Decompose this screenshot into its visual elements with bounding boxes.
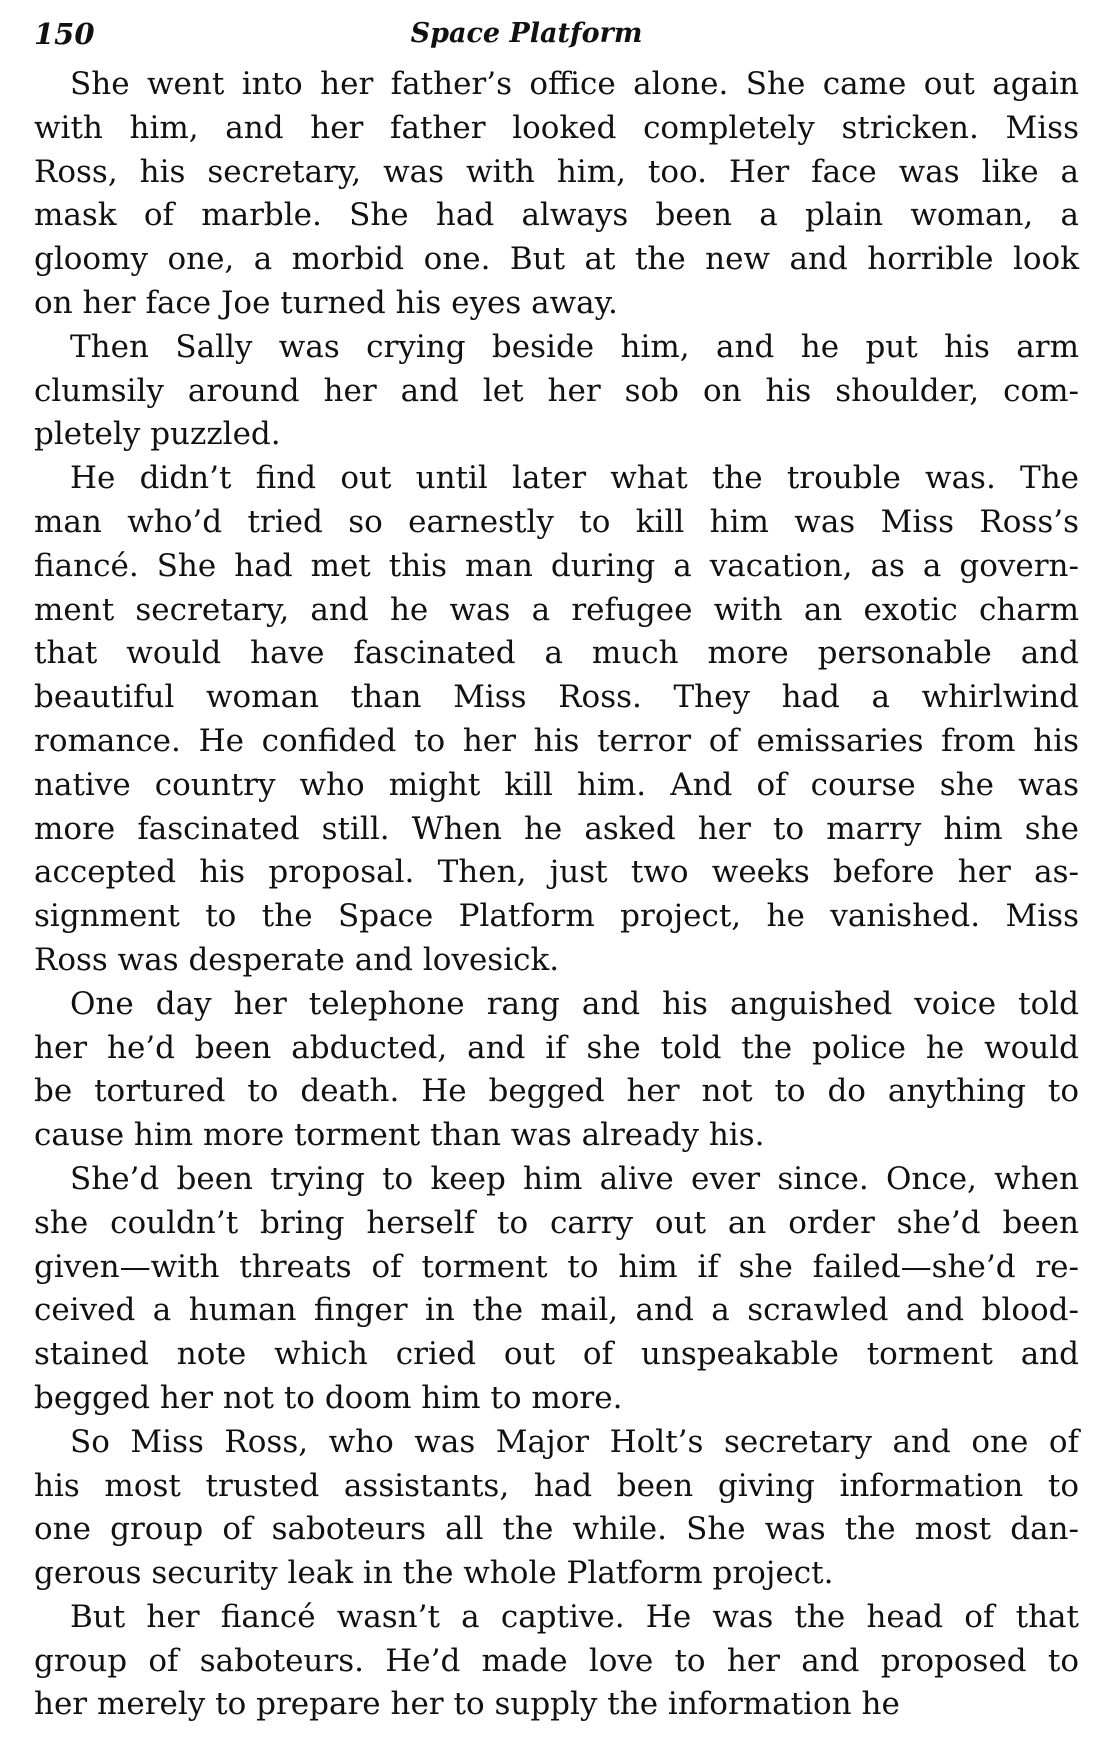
text-line: that would have fascinated a much more personable and xyxy=(34,635,1079,672)
text-line: She went into her father’s office alone. She came out again xyxy=(70,66,1079,102)
text-line: One day her telephone rang and his anguished voice told xyxy=(70,985,1079,1022)
running-head xyxy=(34,14,1079,54)
paragraph xyxy=(34,983,1079,1158)
text-line: ment secretary, and he was a refugee with an exotic charm xyxy=(34,591,1079,628)
paragraph xyxy=(34,1596,1079,1727)
text-line: She’d been trying to keep him alive ever since. Once, when xyxy=(70,1160,1079,1197)
text-line: Ross, his secretary, was with him, too. Her face was like a xyxy=(34,153,1079,190)
text-line: man who’d tried so earnestly to kill him was Miss Ross’s xyxy=(34,503,1079,540)
text-line: one group of saboteurs all the while. She was the most dan- xyxy=(34,1511,1079,1548)
text-line: given—with threats of torment to him if she failed—she’d re- xyxy=(34,1248,1079,1285)
text-line: group of saboteurs. He’d made love to her and proposed to xyxy=(34,1642,1079,1679)
paragraph xyxy=(34,1421,1079,1596)
text-line: ceived a human finger in the mail, and a scrawled and blood- xyxy=(34,1292,1079,1329)
text-line: on her face Joe turned his eyes away. xyxy=(34,284,618,321)
text-line: her merely to prepare her to supply the information he xyxy=(34,1686,900,1723)
text-line: clumsily around her and let her sob on his shoulder, com- xyxy=(34,372,1079,409)
page-number: 150 xyxy=(34,17,95,51)
paragraph xyxy=(34,63,1079,326)
text-line: his most trusted assistants, had been giving information to xyxy=(34,1467,1079,1504)
text-line: mask of marble. She had always been a plain woman, a xyxy=(34,197,1079,234)
text-line: accepted his proposal. Then, just two weeks before her as- xyxy=(34,854,1079,891)
text-line: she couldn’t bring herself to carry out an order she’d been xyxy=(34,1204,1079,1241)
running-title: Space Platform xyxy=(410,18,643,49)
text-line: gloomy one, a morbid one. But at the new and horrible look xyxy=(34,241,1079,278)
text-line: romance. He confided to her his terror of emissaries from his xyxy=(34,722,1079,759)
text-line: more fascinated still. When he asked her to marry him she xyxy=(34,810,1079,847)
text-line: So Miss Ross, who was Major Holt’s secretary and one of xyxy=(70,1423,1079,1460)
paragraph xyxy=(34,326,1079,457)
text-line: stained note which cried out of unspeakable torment and xyxy=(34,1336,1079,1373)
paragraph xyxy=(34,1158,1079,1421)
text-line: begged her not to doom him to more. xyxy=(34,1379,623,1416)
text-line: He didn’t find out until later what the trouble was. The xyxy=(70,460,1079,497)
text-line: fiancé. She had met this man during a vacation, as a govern- xyxy=(34,547,1079,584)
paragraph xyxy=(34,457,1079,983)
text-line: her he’d been abducted, and if she told the police he would xyxy=(34,1029,1079,1066)
text-line: Then Sally was crying beside him, and he put his arm xyxy=(70,328,1079,365)
text-line: with him, and her father looked completely stricken. Miss xyxy=(34,109,1079,146)
body-text xyxy=(34,63,1079,1727)
text-line: pletely puzzled. xyxy=(34,416,281,453)
text-line: be tortured to death. He begged her not to do anything to xyxy=(34,1073,1079,1110)
text-line: gerous security leak in the whole Platform project. xyxy=(34,1555,834,1592)
text-line: Ross was desperate and lovesick. xyxy=(34,941,560,978)
text-line: But her fiancé wasn’t a captive. He was the head of that xyxy=(70,1598,1079,1635)
text-line: signment to the Space Platform project, he vanished. Miss xyxy=(34,898,1079,935)
text-line: beautiful woman than Miss Ross. They had a whirlwind xyxy=(34,679,1079,716)
text-line: cause him more torment than was already his. xyxy=(34,1117,765,1154)
text-line: native country who might kill him. And of course she was xyxy=(34,766,1079,803)
